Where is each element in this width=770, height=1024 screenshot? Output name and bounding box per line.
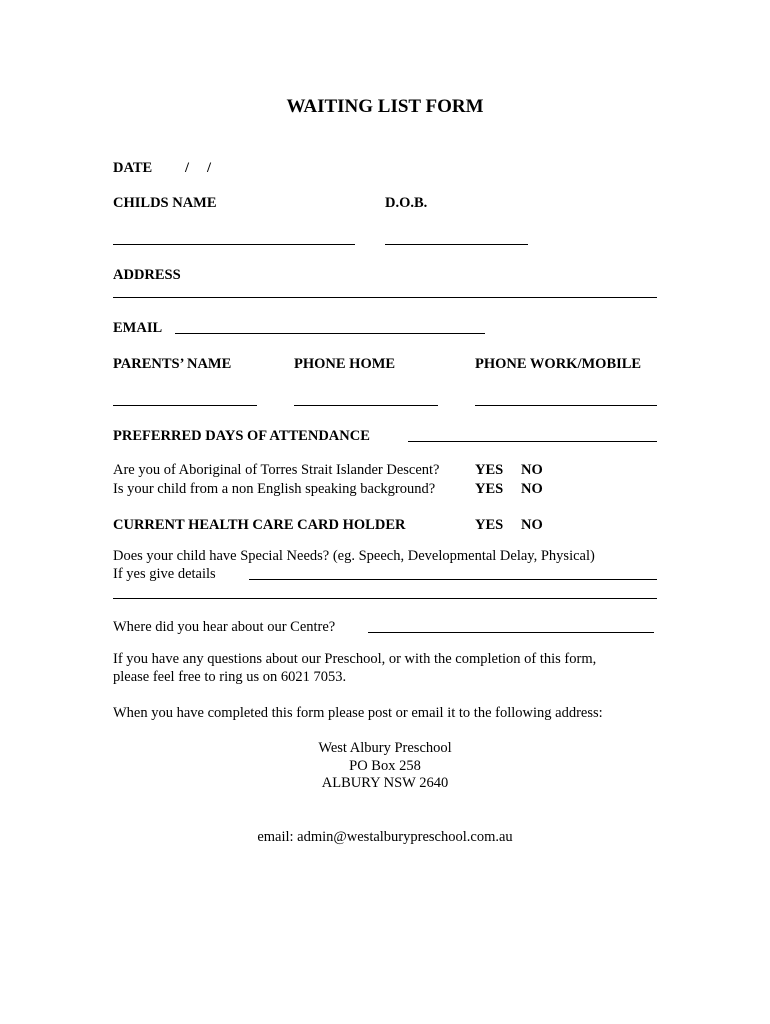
address-line-1: West Albury Preschool xyxy=(318,740,452,756)
email-label: EMAIL xyxy=(113,320,163,336)
dob-field[interactable] xyxy=(385,244,528,245)
aboriginal-yes-option[interactable]: YES xyxy=(475,462,504,478)
childs-name-field[interactable] xyxy=(113,244,355,245)
non-english-no-option[interactable]: NO xyxy=(521,481,543,497)
special-needs-question: Does your child have Special Needs? (eg. Speech, Developmental Delay, Physical) xyxy=(113,548,595,564)
aboriginal-question: Are you of Aboriginal of Torres Strait Islander Descent? xyxy=(113,462,440,478)
date-separator: / xyxy=(207,160,212,176)
health-card-question: CURRENT HEALTH CARE CARD HOLDER xyxy=(113,517,406,533)
preferred-days-label: PREFERRED DAYS OF ATTENDANCE xyxy=(113,428,370,444)
preferred-days-field[interactable] xyxy=(408,441,657,442)
health-card-no-option[interactable]: NO xyxy=(521,517,543,533)
parents-name-field[interactable] xyxy=(113,405,257,406)
special-needs-details-field-2[interactable] xyxy=(113,598,657,599)
special-needs-details-label: If yes give details xyxy=(113,566,216,582)
dob-label: D.O.B. xyxy=(385,195,428,211)
phone-home-field[interactable] xyxy=(294,405,438,406)
address-line-2: PO Box 258 xyxy=(349,758,421,774)
phone-work-field[interactable] xyxy=(475,405,657,406)
hear-about-question: Where did you hear about our Centre? xyxy=(113,619,336,635)
aboriginal-no-option[interactable]: NO xyxy=(521,462,543,478)
health-card-yes-option[interactable]: YES xyxy=(475,517,504,533)
questions-note-line2: please feel free to ring us on 6021 7053. xyxy=(113,669,347,685)
post-note: When you have completed this form please post or email it to the following address: xyxy=(113,705,603,721)
page-title: WAITING LIST FORM xyxy=(286,96,484,117)
date-separator: / xyxy=(185,160,190,176)
date-label: DATE xyxy=(113,160,153,176)
address-label: ADDRESS xyxy=(113,267,181,283)
email-field[interactable] xyxy=(175,333,485,334)
address-field[interactable] xyxy=(113,297,657,298)
special-needs-details-field[interactable] xyxy=(249,579,657,580)
parents-name-label: PARENTS’ NAME xyxy=(113,356,232,372)
hear-about-field[interactable] xyxy=(368,632,654,633)
non-english-yes-option[interactable]: YES xyxy=(475,481,504,497)
address-line-3: ALBURY NSW 2640 xyxy=(321,775,449,791)
phone-home-label: PHONE HOME xyxy=(294,356,396,372)
childs-name-label: CHILDS NAME xyxy=(113,195,217,211)
contact-email: email: admin@westalburypreschool.com.au xyxy=(257,829,513,845)
questions-note-line1: If you have any questions about our Preschool, or with the completion of this form, xyxy=(113,651,597,667)
phone-work-label: PHONE WORK/MOBILE xyxy=(475,356,642,372)
non-english-question: Is your child from a non English speaking background? xyxy=(113,481,436,497)
